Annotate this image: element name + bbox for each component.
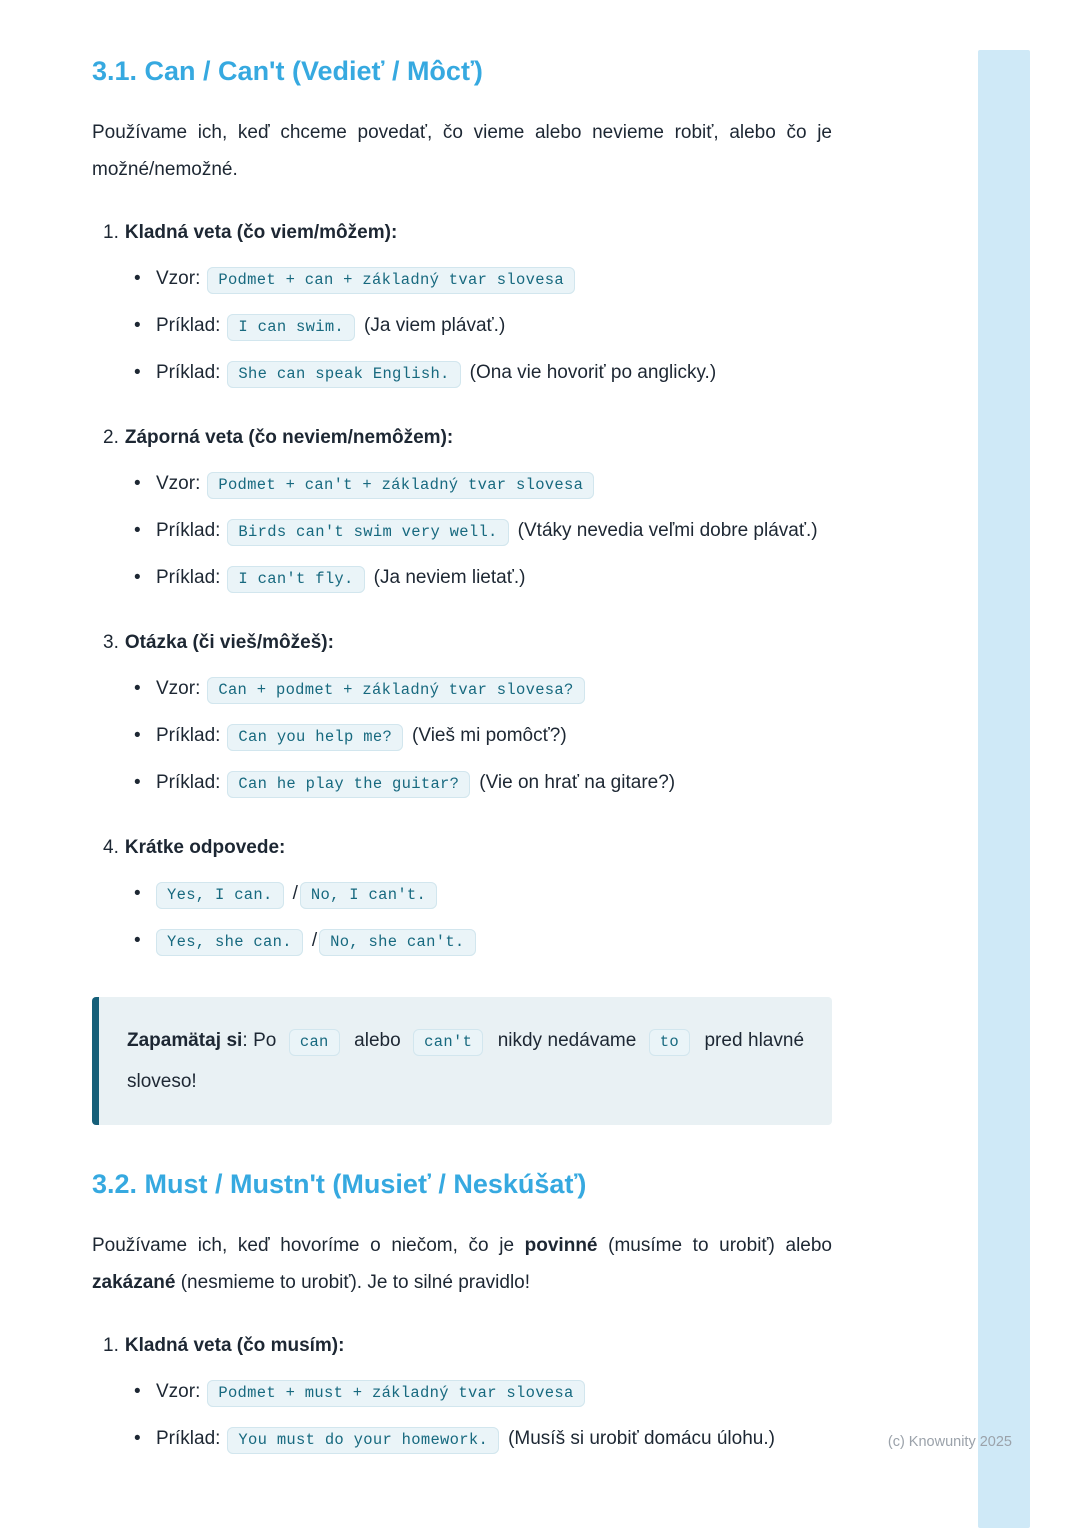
- bullet-translation: (Ja neviem lietať.): [373, 567, 526, 588]
- bullet-label: Príklad:: [156, 315, 221, 336]
- text-run: : Po: [242, 1030, 282, 1051]
- item-number: 3.: [103, 632, 119, 653]
- bullet-label: Príklad:: [156, 772, 221, 793]
- item-number: 4.: [103, 837, 119, 858]
- code-chip: You must do your homework.: [227, 1427, 499, 1454]
- bullet-label: Vzor:: [156, 268, 201, 289]
- text-run: (musíme to urobiť) alebo: [597, 1235, 832, 1256]
- item-title: Kladná veta (čo musím):: [124, 1335, 345, 1356]
- section-heading-3-2: 3.2. Must / Mustn't (Musieť / Neskúšať): [92, 1169, 587, 1199]
- list-item: [156, 307, 832, 346]
- code-chip: Yes, she can.: [156, 929, 303, 956]
- section-3-2-intro: [92, 1227, 832, 1301]
- bullet-label: Príklad:: [156, 1428, 221, 1449]
- code-chip: Podmet + can + základný tvar slovesa: [207, 267, 575, 294]
- text-run: pred hlavné sloveso!: [127, 1030, 805, 1092]
- item-title: Kladná veta (čo viem/môžem):: [124, 222, 398, 243]
- page-edge-strip: [978, 50, 1030, 1528]
- bullet-list: [92, 1373, 832, 1459]
- numbered-item-heading: [92, 214, 832, 252]
- numbered-item-s2-1: [92, 1327, 832, 1459]
- item-number: 1.: [103, 1335, 119, 1356]
- section-3-1-intro: Používame ich, keď chceme povedať, čo vieme alebo nevieme robiť, alebo čo je možné/nemožné.: [92, 122, 832, 180]
- list-item: [156, 559, 832, 598]
- code-chip: I can't fly.: [227, 566, 364, 593]
- section-heading-3-1: 3.1. Can / Can't (Vedieť / Môcť): [92, 56, 483, 86]
- code-chip: Yes, I can.: [156, 882, 284, 909]
- code-chip: She can speak English.: [227, 361, 460, 388]
- bullet-label: Príklad:: [156, 362, 221, 383]
- code-chip: Can + podmet + základný tvar slovesa?: [207, 677, 584, 704]
- item-title: Záporná veta (čo neviem/nemôžem):: [124, 427, 454, 448]
- numbered-item-heading: [92, 624, 832, 662]
- text-run: Používame ich, keď hovoríme o niečom, čo je: [92, 1235, 525, 1256]
- list-item: [156, 354, 832, 393]
- list-item: [156, 1420, 832, 1459]
- text-run: (nesmieme to urobiť). Je to silné pravidlo!: [175, 1272, 531, 1293]
- numbered-item-heading: [92, 1327, 832, 1365]
- numbered-item-3: [92, 624, 832, 803]
- code-chip: to: [649, 1029, 690, 1056]
- bullet-translation: (Vie on hrať na gitare?): [479, 772, 676, 793]
- code-chip: can't: [413, 1029, 483, 1056]
- code-chip: I can swim.: [227, 314, 355, 341]
- code-chip: Birds can't swim very well.: [227, 519, 508, 546]
- code-chip: No, she can't.: [319, 929, 475, 956]
- code-chip: No, I can't.: [300, 882, 437, 909]
- bullet-translation: (Vtáky nevedia veľmi dobre plávať.): [517, 520, 818, 541]
- bullet-label: Vzor:: [156, 1381, 201, 1402]
- list-item: [156, 717, 832, 756]
- short-answer-pair: [156, 875, 832, 914]
- list-item: [156, 1373, 832, 1412]
- item-title: Otázka (či vieš/môžeš):: [124, 632, 334, 653]
- callout-bold: Zapamätaj si: [127, 1030, 243, 1051]
- short-answer-pair: [156, 922, 832, 961]
- separator: /: [311, 930, 318, 951]
- list-item: [156, 670, 832, 709]
- code-chip: can: [289, 1029, 340, 1056]
- bold-run: zakázané: [92, 1272, 176, 1293]
- bullet-list: [92, 875, 832, 961]
- bullet-translation: (Vieš mi pomôcť?): [412, 725, 567, 746]
- list-item: [156, 260, 832, 299]
- bullet-translation: (Musíš si urobiť domácu úlohu.): [508, 1428, 775, 1449]
- code-chip: Podmet + must + základný tvar slovesa: [207, 1380, 584, 1407]
- item-number: 1.: [103, 222, 119, 243]
- numbered-item-2: [92, 419, 832, 598]
- list-item: [156, 465, 832, 504]
- text-run: alebo: [348, 1030, 407, 1051]
- document-content: [92, 0, 832, 1467]
- bullet-list: [92, 670, 832, 803]
- callout-note: [92, 997, 832, 1125]
- bullet-label: Vzor:: [156, 678, 201, 699]
- bullet-list: [92, 260, 832, 393]
- code-chip: Can you help me?: [227, 724, 403, 751]
- separator: /: [292, 883, 298, 904]
- bold-run: povinné: [524, 1235, 598, 1256]
- list-item: [156, 512, 832, 551]
- numbered-item-4: [92, 829, 832, 961]
- code-chip: Podmet + can't + základný tvar slovesa: [207, 472, 594, 499]
- code-chip: Can he play the guitar?: [227, 771, 470, 798]
- bullet-label: Príklad:: [156, 520, 221, 541]
- numbered-item-1: [92, 214, 832, 393]
- bullet-label: Príklad:: [156, 725, 221, 746]
- bullet-translation: (Ja viem plávať.): [364, 315, 506, 336]
- bullet-label: Vzor:: [156, 473, 201, 494]
- text-run: nikdy nedávame: [492, 1030, 642, 1051]
- bullet-list: [92, 465, 832, 598]
- list-item: [156, 764, 832, 803]
- bullet-translation: (Ona vie hovoriť po anglicky.): [469, 362, 717, 383]
- bullet-label: Príklad:: [156, 567, 221, 588]
- numbered-item-heading: [92, 829, 832, 867]
- copyright-notice: (c) Knowunity 2025: [887, 1434, 1012, 1450]
- item-number: 2.: [103, 427, 119, 448]
- item-title: Krátke odpovede:: [124, 837, 286, 858]
- numbered-item-heading: [92, 419, 832, 457]
